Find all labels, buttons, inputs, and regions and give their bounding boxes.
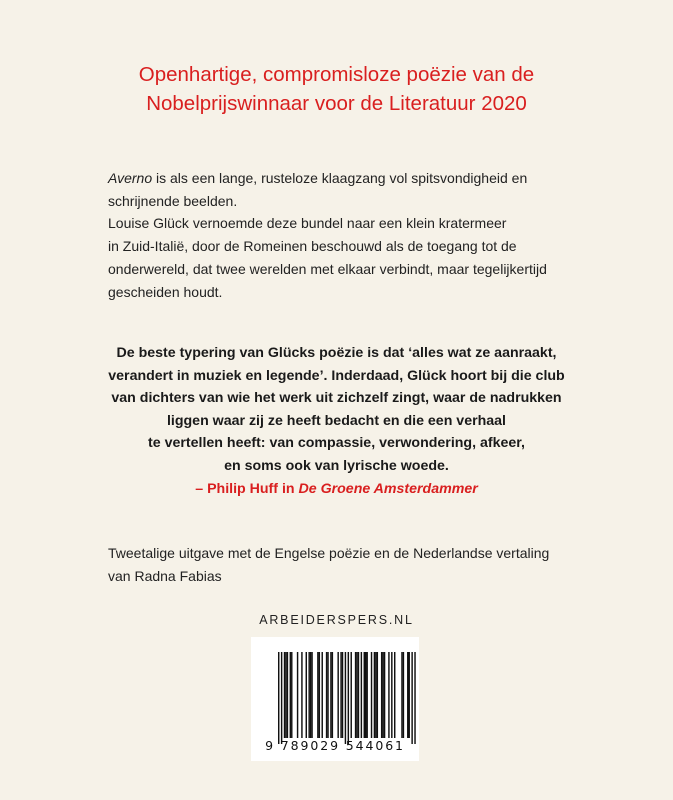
barcode-bar: [377, 652, 378, 738]
headline-line-1: Openhartige, compromisloze poëzie van de: [138, 63, 535, 86]
intro-paragraph: [108, 167, 578, 303]
edition-line-2: van Radna Fabias: [108, 567, 222, 584]
barcode-bar: [403, 652, 404, 738]
barcode-bar: [345, 652, 346, 744]
quote-attribution: [0, 478, 673, 501]
barcode-bar: [382, 652, 383, 738]
barcode-bar: [394, 652, 395, 738]
barcode-bar: [351, 652, 352, 738]
barcode-bar: [327, 652, 328, 738]
barcode-bar: [407, 652, 408, 738]
barcode-bar: [284, 652, 285, 738]
barcode-bar: [381, 652, 382, 738]
headline: [0, 60, 673, 118]
quote-line-5: te vertellen heeft: van compassie, verwondering, afkeer,: [148, 435, 525, 452]
barcode-bar: [319, 652, 320, 738]
quote-line-3: van dichters van wie het werk uit zichzelf zingt, waar de nadrukken: [111, 390, 562, 407]
barcode-bar: [366, 652, 367, 738]
barcode-bar: [342, 652, 343, 738]
book-title: Averno: [108, 170, 153, 186]
intro-line-2: schrijnende beelden.: [108, 192, 238, 209]
quote-line-6: en soms ook van lyrische woede.: [224, 457, 449, 474]
barcode-bar: [278, 652, 279, 744]
barcode-bar: [411, 652, 412, 744]
barcode-bar: [348, 652, 349, 744]
barcode-bar: [371, 652, 372, 738]
barcode-bar: [290, 652, 291, 738]
barcode-bar: [356, 652, 357, 738]
barcode-bar: [340, 652, 341, 738]
intro-line-6: gescheiden houdt.: [108, 283, 223, 300]
barcode-bar: [374, 652, 375, 738]
barcode-bar: [317, 652, 318, 738]
barcode-bar: [287, 652, 288, 738]
quote-line-4: liggen waar zij ze heeft bedacht en die een verhaal: [166, 412, 507, 429]
quote-line-1: De beste typering van Glücks poëzie is dat ‘alles wat ze aanraakt,: [116, 345, 557, 361]
edition-note: [108, 542, 578, 587]
barcode-bar: [322, 652, 323, 738]
barcode-bar: [337, 652, 338, 738]
barcode-bar: [291, 652, 292, 738]
barcode-bar: [391, 652, 392, 738]
attribution-prefix: – Philip Huff in: [195, 480, 299, 497]
isbn-number: 9 789029 544061: [265, 738, 405, 753]
barcode-bar: [388, 652, 389, 738]
barcode-bar: [375, 652, 376, 738]
barcode-bar: [326, 652, 327, 738]
intro-line-3: Louise Glück vernoemde deze bundel naar een klein kratermeer: [108, 215, 507, 232]
intro-line-4: in Zuid-Italië, door de Romeinen beschouwd als de toegang tot de: [108, 238, 517, 255]
barcode-bar: [358, 652, 359, 738]
barcode-bar: [330, 652, 331, 738]
barcode-bar: [384, 652, 385, 738]
barcode-bar: [364, 652, 365, 738]
publisher-url: ARBEIDERSPERS.NL: [259, 613, 414, 627]
attribution-source: De Groene Amsterdammer: [298, 480, 478, 497]
barcode-bar: [306, 652, 307, 738]
barcode-bar: [355, 652, 356, 738]
intro-line-1-rest: is als een lange, rusteloze klaagzang vol spitsvondigheid en: [152, 170, 528, 186]
barcode-bar: [401, 652, 402, 738]
edition-line-1: Tweetalige uitgave met de Engelse poëzie en de Nederlandse vertaling: [108, 545, 550, 561]
barcode-bar: [281, 652, 282, 744]
barcode-bar: [409, 652, 410, 738]
barcode-bar: [361, 652, 362, 738]
barcode-bar: [310, 652, 311, 738]
barcode-bar: [311, 652, 312, 738]
barcode-bar: [301, 652, 302, 738]
barcode: [251, 637, 419, 761]
barcode-bar: [285, 652, 286, 738]
barcode-bar: [332, 652, 333, 738]
intro-line-5: onderwereld, dat twee werelden met elkaar verbindt, maar tegelijkertijd: [108, 260, 547, 277]
review-quote: [0, 342, 673, 500]
barcode-bar: [297, 652, 298, 738]
quote-line-2: verandert in muziek en legende’. Inderdaad, Glück hoort bij die club: [108, 367, 565, 384]
barcode-bar: [414, 652, 415, 744]
intro-line-1: [108, 167, 578, 190]
headline-line-2: Nobelprijswinnaar voor de Literatuur 2020: [146, 92, 527, 115]
barcode-bar: [308, 652, 309, 738]
barcode-bar: [365, 652, 366, 738]
